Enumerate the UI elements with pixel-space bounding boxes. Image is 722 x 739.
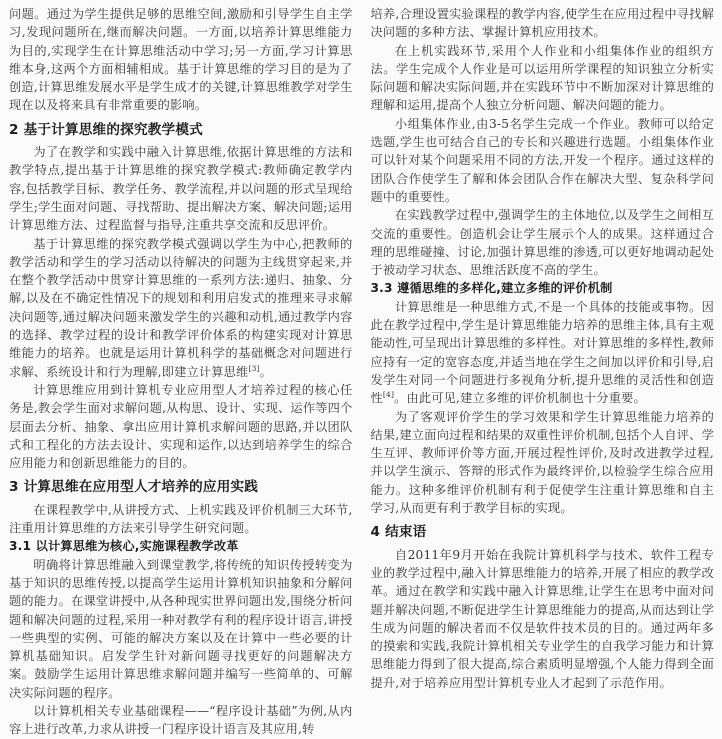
paragraph: 自2011年9月开始在我院计算机科学与技术、软件工程专业的教学过程中,融入计算思维能力的培养,开展了相应的教学改革。通过在教学和实践中融入计算思维,让学生在思考中面对问题并解决问题,不断促进学生计算思维能力的提高,从而达到让学生成为问题的解决者而不仅是软件技术员的目的。通过两年多的摸索和实践,我院计算机相关专业学生的自我学习能力和计算思维能力得到了很大提高,综合素质明显增强,个人能力得到全面提升,对于培养应用型计算机专业人才起到了示范作用。: [370, 547, 714, 690]
paragraph: 问题。通过为学生提供足够的思维空间,激励和引导学生自主学习,发现问题所在,继而解决问题。一方面,以培养计算思维能力为目的,实现学生在计算思维活动中学习;另一方面,学习计算思维本身,这两个方面相辅相成。基于计算思维的学习目的是为了创造,计算思维发展水平是学生成才的关键,计算思维教学对学生现在以及将来具有非常重要的影响。: [9, 7, 353, 113]
left-column: [9, 5, 353, 739]
section-heading-3: 3 计算思维在应用型人才培养的应用实践: [9, 479, 259, 496]
paragraph: 为了在教学和实践中融入计算思维,依据计算思维的方法和教学特点,提出基于计算思维的探究教学模式:教师确定教学内容,包括教学目标、教学任务、教学流程,并以问题的形式呈现给学生;学生面对问题、寻找帮助、提出解决方案、解决问题;运用计算思维方法、过程监督与指导,注重共享交流和反思评价。: [9, 145, 353, 233]
section-heading-4: 4 结束语: [370, 524, 427, 541]
paragraph: 计算思维应用到计算机专业应用型人才培养过程的核心任务是,教会学生面对求解问题,从构思、设计、实现、运作等四个层面去分析、抽象、拿出应用计算机求解问题的思路,并以团队式和工程化的方法去设计、实现和运作,以达到培养学生的综合应用能力和创新思维能力的目的。: [9, 382, 353, 471]
paragraph-text: 。: [259, 364, 273, 379]
paragraph-text: 基于计算思维的探究教学模式强调以学生为中心,把教师的教学活动和学生的学习活动以待解决的问题为主线贯穿起来,并在整个教学活动中贯穿计算思维的一系列方法:递归、抽象、分解,以及在不确定性情况下的规划和利用启发式的推理来寻求解决问题等,通过解决问题来激发学生的兴趣和动机,通过教学内容的选择、教学过程的设计和教学评价体系的构建实现对计算思维能力的培养。也就是运用计算机科学的基础概念对问题进行求解、系统设计和行为理解,即建立计算思维: [9, 236, 353, 379]
paragraph: 在实践教学过程中,强调学生的主体地位,以及学生之间相互交流的重要性。创造机会让学生展示个人的成果。这样通过合理的思维碰撞、讨论,加强计算思维的渗透,可以更好地调动起处于被动学习状态、思维活跃度不高的学生。: [370, 208, 714, 278]
citation-marker: [4]: [382, 390, 395, 400]
citation-marker: [3]: [248, 363, 260, 373]
paragraph: 以计算机相关专业基础课程——“程序设计基础”为例,从内容上进行改革,力求从讲授一门程序设计语言及其应用,转: [9, 703, 353, 737]
paragraph-text: 。由此可见,建立多维的评价机制也十分重要。: [394, 391, 646, 406]
subsection-heading-3-3: 3.3 遵循思维的多样化,建立多维的评价机制: [370, 281, 613, 296]
paragraph: 为了客观评价学生的学习效果和学生计算思维能力培养的结果,建立面向过程和结果的双重性评价机制,包括个人自评、学生互评、教师评价等方面,开展过程性评价,及时改进教学过程,并以学生演示、答辩的形式作为最终评价,以检验学生综合应用能力。这种多维评价机制有利于促使学生注重计算思维和自主学习,从而更有利于教学目标的实现。: [370, 409, 714, 516]
paragraph: 培养,合理设置实验课程的教学内容,使学生在应用过程中寻找解决问题的多种方法、掌握计算机应用技术。: [370, 7, 714, 40]
right-column: [371, 5, 715, 739]
paragraph: 在课程教学中,从讲授方式、上机实践及评价机制三大环节,注重用计算思维的方法来引导学生研究问题。: [9, 502, 353, 536]
paragraph: 明确将计算思维融入到课堂教学,将传统的知识传授转变为基于知识的思维传授,以提高学生运用计算机知识抽象和分解问题的能力。在课堂讲授中,从各种现实世界问题出发,围绕分析问题和解决问题的过程,采用一种对教学有利的程序设计语言,讲授一些典型的实例、可能的解决方案以及在计算中一些必要的计算机基础知识。启发学生针对新问题寻找更好的问题解决方案。鼓励学生运用计算思维求解问题并编写一些简单的、可解决实际问题的程序。: [9, 557, 353, 700]
paragraph: [9, 235, 353, 381]
subsection-heading-3-1: 3.1 以计算思维为核心,实施课程教学改革: [9, 539, 239, 554]
paragraph: 小组集体作业,由3-5名学生完成一个作业。教师可以给定选题,学生也可结合自己的专长和兴趣进行选题。小组集体作业可以针对某个问题采用不同的方法,开发一个程序。通过这样的团队合作使学生了解和体会团队合作在解决大型、复杂科学问题中的重要性。: [370, 116, 714, 204]
paragraph: 在上机实践环节,采用个人作业和小组集体作业的组织方法。学生完成个人作业是可以运用所学课程的知识独立分析实际问题和解决实际问题,并在实践环节中不断加深对计算思维的理解和运用,提高个人独立分析问题、解决问题的能力。: [370, 43, 714, 113]
paragraph: [371, 298, 715, 408]
section-heading-2: 2 基于计算思维的探究教学模式: [9, 121, 203, 138]
paragraph-text: 计算思维是一种思维方式,不是一个具体的技能或事物。因此在教学过程中,学生是计算思维能力培养的思维主体,具有主观能动性,可呈现出计算思维的多样性。对计算思维的多样性,教师应持有一定的宽容态度,并适当地在学生之间加以评价和引导,启发学生对同一个问题进行多视角分析,提升思维的灵活性和创造性: [370, 299, 714, 406]
